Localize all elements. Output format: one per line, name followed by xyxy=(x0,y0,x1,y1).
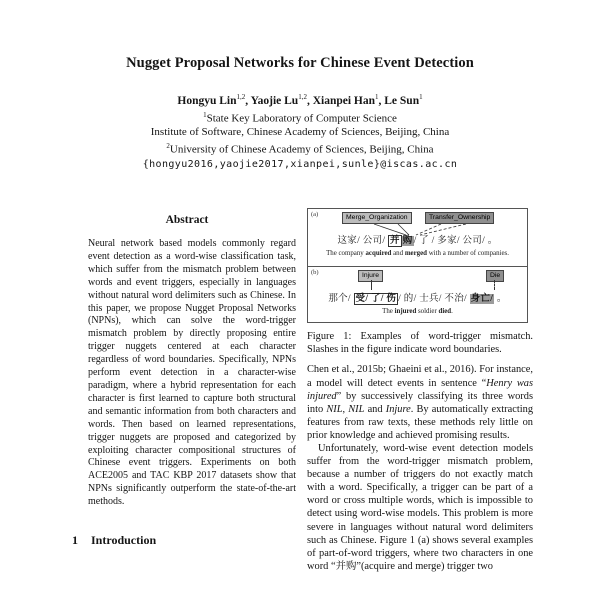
author: Hongyu Lin$^{1,2}$, xyxy=(177,93,251,107)
affiliation-line: Institute of Software, Chinese Academy of Sciences, Beijing, China xyxy=(150,126,450,139)
panel-a-tag: (a) xyxy=(311,211,319,218)
author-affiliation-mark: 1,2 xyxy=(298,93,307,101)
paper-title: Nugget Proposal Networks for Chinese Event Detection xyxy=(126,55,474,71)
event-type-badge-die: Die xyxy=(486,270,504,282)
email-line: {hongyu2016,yaojie2017,xianpei,sunle}@iscas.ac.cn xyxy=(142,158,458,170)
figure-1-caption: Figure 1: Examples of word-trigger mismatch. Slashes in the figure indicate word boundaries. xyxy=(307,331,533,356)
right-column xyxy=(307,208,533,573)
trigger-char-boxed: 并 xyxy=(389,236,400,246)
left-column xyxy=(72,214,302,548)
abstract-text: Neural network based models commonly regard event detection as a word-wise classification task, which suffer from the mismatch problem between words and event triggers, especially in languages without natural word delimiters such as Chinese. In this paper, we propose Nugget Proposal Networks (NPNs), which can solve the word-trigger mismatch problem by directly proposing entire trigger nuggets centered at each character regardless of word boundaries. Specifically, NPNs perform event detection in a character-wise paradigm, where a hybrid representation for each character is first learned to capture both structural and semantic information from both characters and words. Then based on learned representations, trigger nuggets are proposed and categorized by exploiting character compositional structures of Chinese event triggers. Experiments on both ACE2005 and TAC KBP 2017 datasets show that NPNs significantly outperform the state-of-the-art methods. xyxy=(88,238,296,508)
author: Le Sun$^1$ xyxy=(384,93,423,107)
author-affiliation-mark: 1 xyxy=(375,93,379,101)
author-line xyxy=(0,93,600,107)
affiliations xyxy=(0,109,600,170)
author: Xianpei Han$^1$, xyxy=(312,93,385,107)
abstract-heading: Abstract xyxy=(165,214,209,226)
die-connector-line xyxy=(494,280,495,290)
trigger-span-boxed: 受/ 了/ 伤 xyxy=(355,294,397,304)
panel-b-tag: (b) xyxy=(311,269,319,276)
english-gloss-b: The injured soldier died. xyxy=(382,308,453,315)
author-affiliation-mark: 1 xyxy=(419,93,423,101)
author-affiliation-mark: 1,2 xyxy=(236,93,246,101)
chinese-sentence-a: 这家/ 公司/ 并 购/ 了 / 多家/ 公司/ 。 xyxy=(337,236,498,246)
figure-1-panel-b xyxy=(308,267,527,322)
figure-1 xyxy=(307,208,528,323)
figure-1-panel-a xyxy=(308,209,527,267)
affiliation-line: $^2$University of Chinese Academy of Sciences, Beijing, China xyxy=(166,141,434,156)
author: Yaojie Lu$^{1,2}$, xyxy=(250,93,313,107)
trigger-char-shaded: 购 xyxy=(402,236,413,246)
event-type-badge-transfer-ownership: Transfer_Ownership xyxy=(425,212,494,224)
injure-connector-line xyxy=(371,280,372,290)
affiliation-line: $^1$State Key Laboratory of Computer Science xyxy=(203,110,397,125)
body-paragraph-2: Unfortunately, word-wise event detection models suffer from the word-trigger mismatch problem, because a number of triggers do not exactly match with a word. Specifically, a trigger can be part of a word or cross multiple words, which is impossible to detect using word-wise models. This problem is more severe in languages without natural word delimiters such as Chinese. Figure 1 (a) shows several examples of part-of-word triggers, where two characters in one word “并购”(acquire and merge) trigger two xyxy=(307,442,533,572)
english-gloss-a: The company acquired and merged with a number of companies. xyxy=(326,250,509,257)
event-type-badge-merge-organization: Merge_Organization xyxy=(342,212,412,224)
chinese-sentence-b: 那个/ 受/ 了/ 伤 / 的/ 士兵/ 不治/ 身亡/ 。 xyxy=(328,294,507,304)
trigger-span-shaded: 身亡/ xyxy=(470,294,494,304)
section-heading-introduction: 1 Introduction xyxy=(72,533,157,548)
event-type-badge-injure: Injure xyxy=(358,270,383,282)
body-paragraph-1: Chen et al., 2015b; Ghaeini et al., 2016). For instance, a model will detect events in sentence “Henry was injured” by successively classifying its three words into NIL, NIL and Injure. By automatically extracting features from raw texts, these methods rely little on prior knowledge and achieved promising results. xyxy=(307,364,534,441)
